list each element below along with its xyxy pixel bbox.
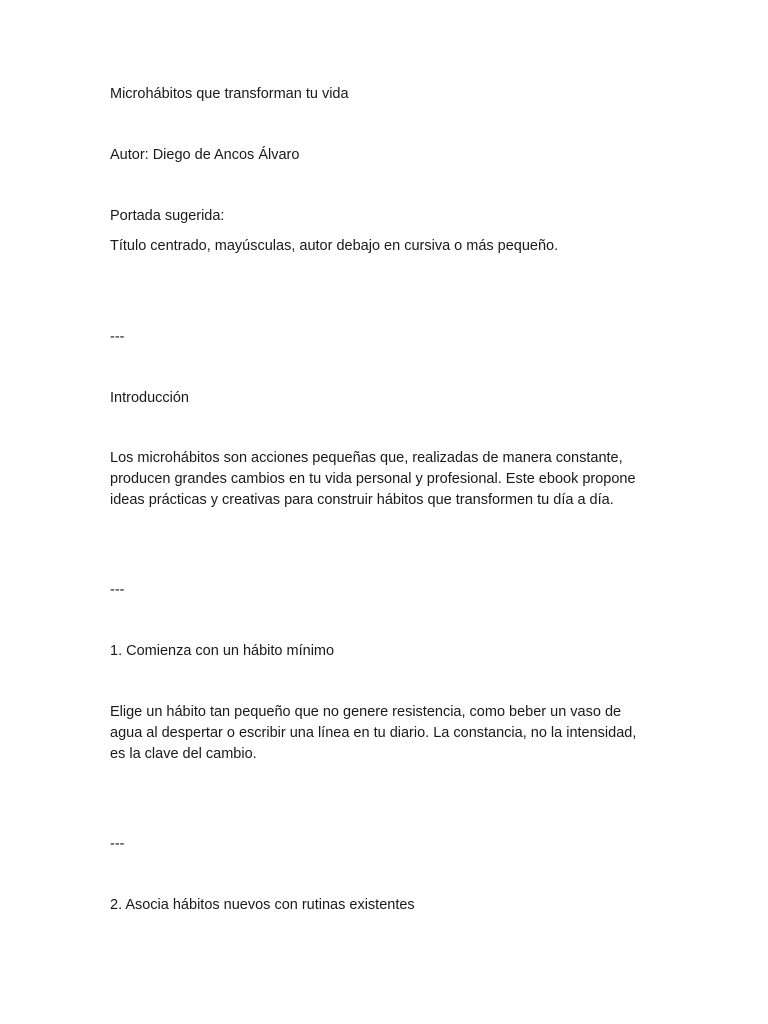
paragraph-line: es la clave del cambio.	[110, 746, 257, 762]
intro-paragraph	[110, 448, 655, 511]
paragraph-line: Los microhábitos son acciones pequeñas que, realizadas de manera constante,	[110, 450, 623, 466]
section-1-paragraph	[110, 702, 655, 765]
paragraph-line: Elige un hábito tan pequeño que no genere resistencia, como beber un vaso de	[110, 704, 622, 720]
author-line: Autor: Diego de Ancos Álvaro	[110, 147, 300, 163]
cover-description: Título centrado, mayúsculas, autor debajo en cursiva o más pequeño.	[110, 238, 559, 254]
document-title: Microhábitos que transforman tu vida	[110, 86, 349, 102]
separator: ---	[110, 836, 125, 852]
separator: ---	[110, 329, 125, 345]
section-1-heading: 1. Comienza con un hábito mínimo	[110, 643, 335, 659]
paragraph-line: ideas prácticas y creativas para construir hábitos que transformen tu día a día.	[110, 492, 614, 508]
paragraph-line: agua al despertar o escribir una línea en tu diario. La constancia, no la intensidad,	[110, 725, 637, 741]
cover-label: Portada sugerida:	[110, 208, 225, 224]
paragraph-line: producen grandes cambios en tu vida personal y profesional. Este ebook propone	[110, 471, 636, 487]
separator: ---	[110, 582, 125, 598]
section-2-heading: 2. Asocia hábitos nuevos con rutinas existentes	[110, 897, 415, 913]
intro-heading: Introducción	[110, 390, 189, 406]
